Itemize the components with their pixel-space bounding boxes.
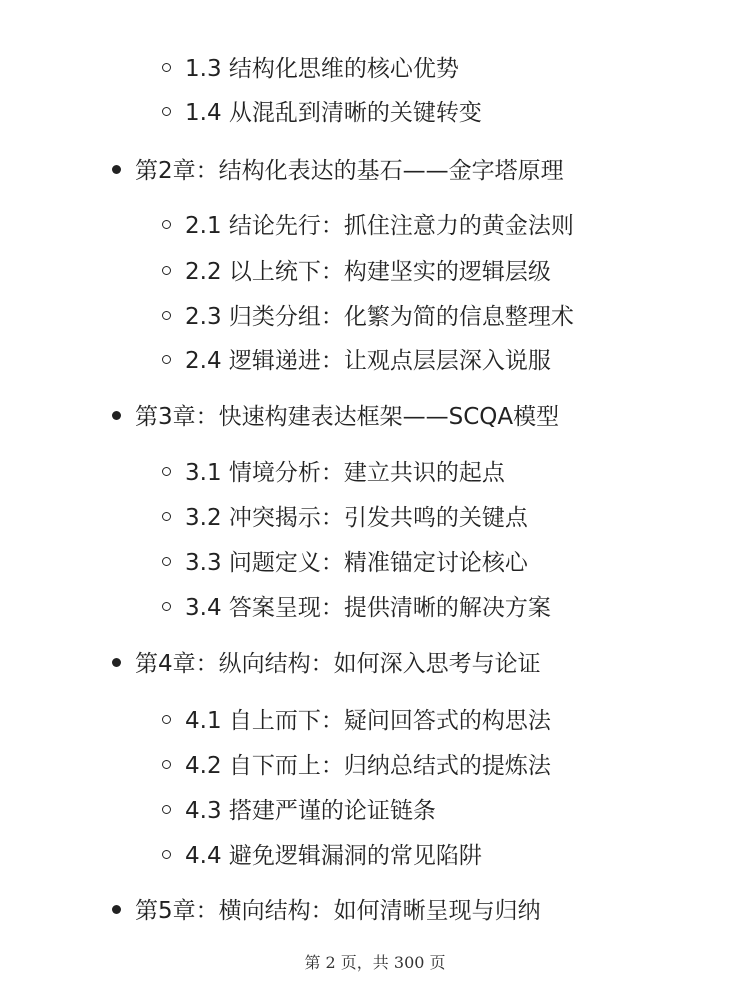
toc-entry-text: 1.3 结构化思维的核心优势 — [185, 56, 459, 82]
disc-bullet-icon — [112, 165, 121, 174]
toc-section-item — [162, 597, 551, 620]
toc-section-item — [162, 552, 528, 575]
toc-section-item — [162, 462, 505, 485]
toc-entry-text: 第3章：快速构建表达框架——SCQA模型 — [135, 404, 560, 430]
toc-entry-text: 2.4 逻辑递进：让观点层层深入说服 — [185, 348, 551, 374]
circle-bullet-icon — [162, 805, 171, 814]
toc-entry-text: 4.4 避免逻辑漏洞的常见陷阱 — [185, 843, 482, 869]
toc-section-item — [162, 710, 551, 733]
toc-chapter-item — [112, 160, 564, 183]
circle-bullet-icon — [162, 63, 171, 72]
circle-bullet-icon — [162, 266, 171, 275]
toc-section-item — [162, 755, 551, 778]
toc-section-item — [162, 215, 574, 238]
disc-bullet-icon — [112, 658, 121, 667]
toc-entry-text: 1.4 从混乱到清晰的关键转变 — [185, 100, 482, 126]
circle-bullet-icon — [162, 760, 171, 769]
toc-entry-text: 2.2 以上统下：构建坚实的逻辑层级 — [185, 259, 551, 285]
toc-entry-text: 第4章：纵向结构：如何深入思考与论证 — [135, 651, 541, 677]
toc-entry-text: 3.3 问题定义：精准锚定讨论核心 — [185, 550, 528, 576]
circle-bullet-icon — [162, 715, 171, 724]
toc-section-item — [162, 507, 528, 530]
toc-chapter-item — [112, 900, 541, 923]
page-number-footer: 第 2 页，共 300 页 — [304, 953, 446, 972]
circle-bullet-icon — [162, 602, 171, 611]
toc-section-item — [162, 58, 459, 81]
toc-chapter-item — [112, 653, 541, 676]
circle-bullet-icon — [162, 311, 171, 320]
disc-bullet-icon — [112, 905, 121, 914]
circle-bullet-icon — [162, 467, 171, 476]
disc-bullet-icon — [112, 411, 121, 420]
toc-section-item — [162, 261, 551, 284]
toc-entry-text: 第5章：横向结构：如何清晰呈现与归纳 — [135, 898, 541, 924]
circle-bullet-icon — [162, 220, 171, 229]
toc-chapter-item — [112, 406, 559, 429]
toc-section-item — [162, 306, 574, 329]
toc-entry-text: 4.3 搭建严谨的论证链条 — [185, 798, 436, 824]
circle-bullet-icon — [162, 107, 171, 116]
circle-bullet-icon — [162, 557, 171, 566]
circle-bullet-icon — [162, 355, 171, 364]
toc-section-item — [162, 350, 551, 373]
toc-entry-text: 第2章：结构化表达的基石——金字塔原理 — [135, 158, 564, 184]
toc-entry-text: 4.2 自下而上：归纳总结式的提炼法 — [185, 753, 551, 779]
toc-entry-text: 3.4 答案呈现：提供清晰的解决方案 — [185, 595, 551, 621]
toc-entry-text: 3.1 情境分析：建立共识的起点 — [185, 460, 505, 486]
toc-entry-text: 4.1 自上而下：疑问回答式的构思法 — [185, 708, 551, 734]
toc-entry-text: 2.3 归类分组：化繁为简的信息整理术 — [185, 304, 574, 330]
toc-entry-text: 2.1 结论先行：抓住注意力的黄金法则 — [185, 213, 574, 239]
toc-section-item — [162, 102, 482, 125]
toc-entry-text: 3.2 冲突揭示：引发共鸣的关键点 — [185, 505, 528, 531]
circle-bullet-icon — [162, 850, 171, 859]
circle-bullet-icon — [162, 512, 171, 521]
toc-section-item — [162, 845, 482, 868]
toc-section-item — [162, 800, 436, 823]
